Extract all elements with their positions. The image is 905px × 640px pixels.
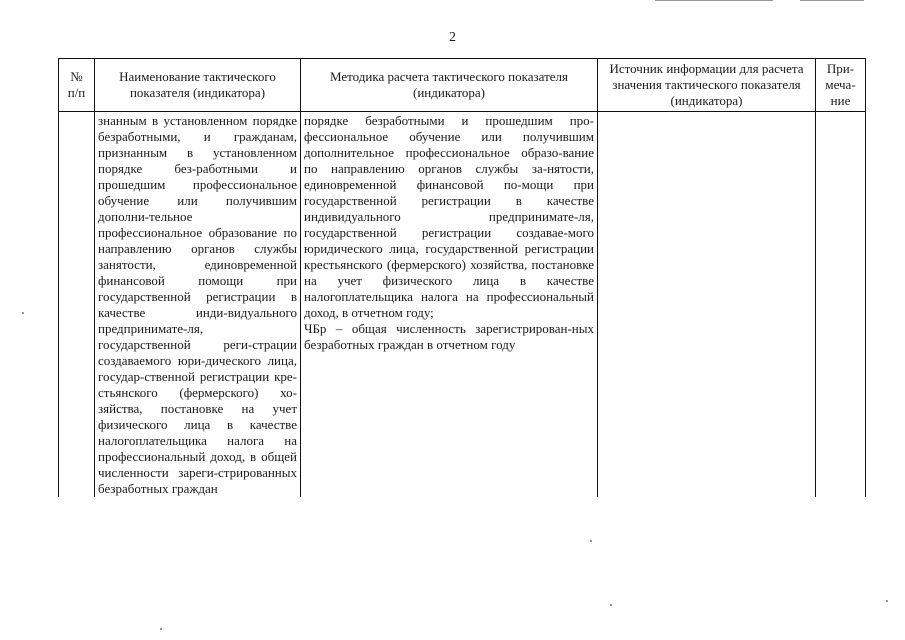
- header-note: При- меча- ние: [816, 59, 866, 112]
- header-num: № п/п: [59, 59, 95, 112]
- page-number: 2: [449, 30, 456, 45]
- scan-speck: [590, 540, 592, 542]
- cell-name: знанным в установленном порядке безработными, и гражданам, признанным в установленном порядке без-работными и прошедшим профессиональное обучение или получившим дополни-тельное профессиональное образование по направлению органов службы занятости, единовременной финансовой помощи при государственной регистрации в качестве инди-видуального предпринимате-ля, государственной реги-страции создаваемого юри-дического лица, государ-ственной регистрации кре-стьянского (фермерского) хо-зяйства, постановке на учет физического лица в качестве налогоплательщика налога на профессиональный доход, в общей численности зареги-стрированных безработных граждан: [95, 112, 301, 498]
- scan-speck: [610, 604, 612, 606]
- top-edge-line: [800, 0, 864, 1]
- table-row: [59, 112, 866, 498]
- cell-source: [598, 112, 816, 498]
- cell-method: порядке безработными и прошедшим про-фессиональное обучение или получившим дополнительное профессиональное образо-вание по направлению органов службы за-нятости, единовременной финансовой по-мощи при государственной регистрации в качестве индивидуального предпринимате-ля, государственной регистрации создавае-мого юридического лица, государственной регистрации крестьянского (фермерского) хозяйства, постановке на учет физического лица в качестве налогоплательщика налога на профессиональный доход, в отчетном году; ЧБр – общая численность зарегистрирован-ных безработных граждан в отчетном году: [301, 112, 598, 498]
- header-method: Методика расчета тактического показателя (индикатора): [301, 59, 598, 112]
- scan-speck: [886, 600, 888, 602]
- header-name: Наименование тактического показателя (индикатора): [95, 59, 301, 112]
- indicator-table: [58, 58, 866, 497]
- cell-note: [816, 112, 866, 498]
- scan-speck: [160, 628, 162, 630]
- scan-speck: [22, 312, 24, 314]
- header-source: Источник информации для расчета значения тактического показателя (индикатора): [598, 59, 816, 112]
- top-edge-line: [655, 0, 773, 1]
- cell-num: [59, 112, 95, 498]
- table-header-row: [59, 59, 866, 112]
